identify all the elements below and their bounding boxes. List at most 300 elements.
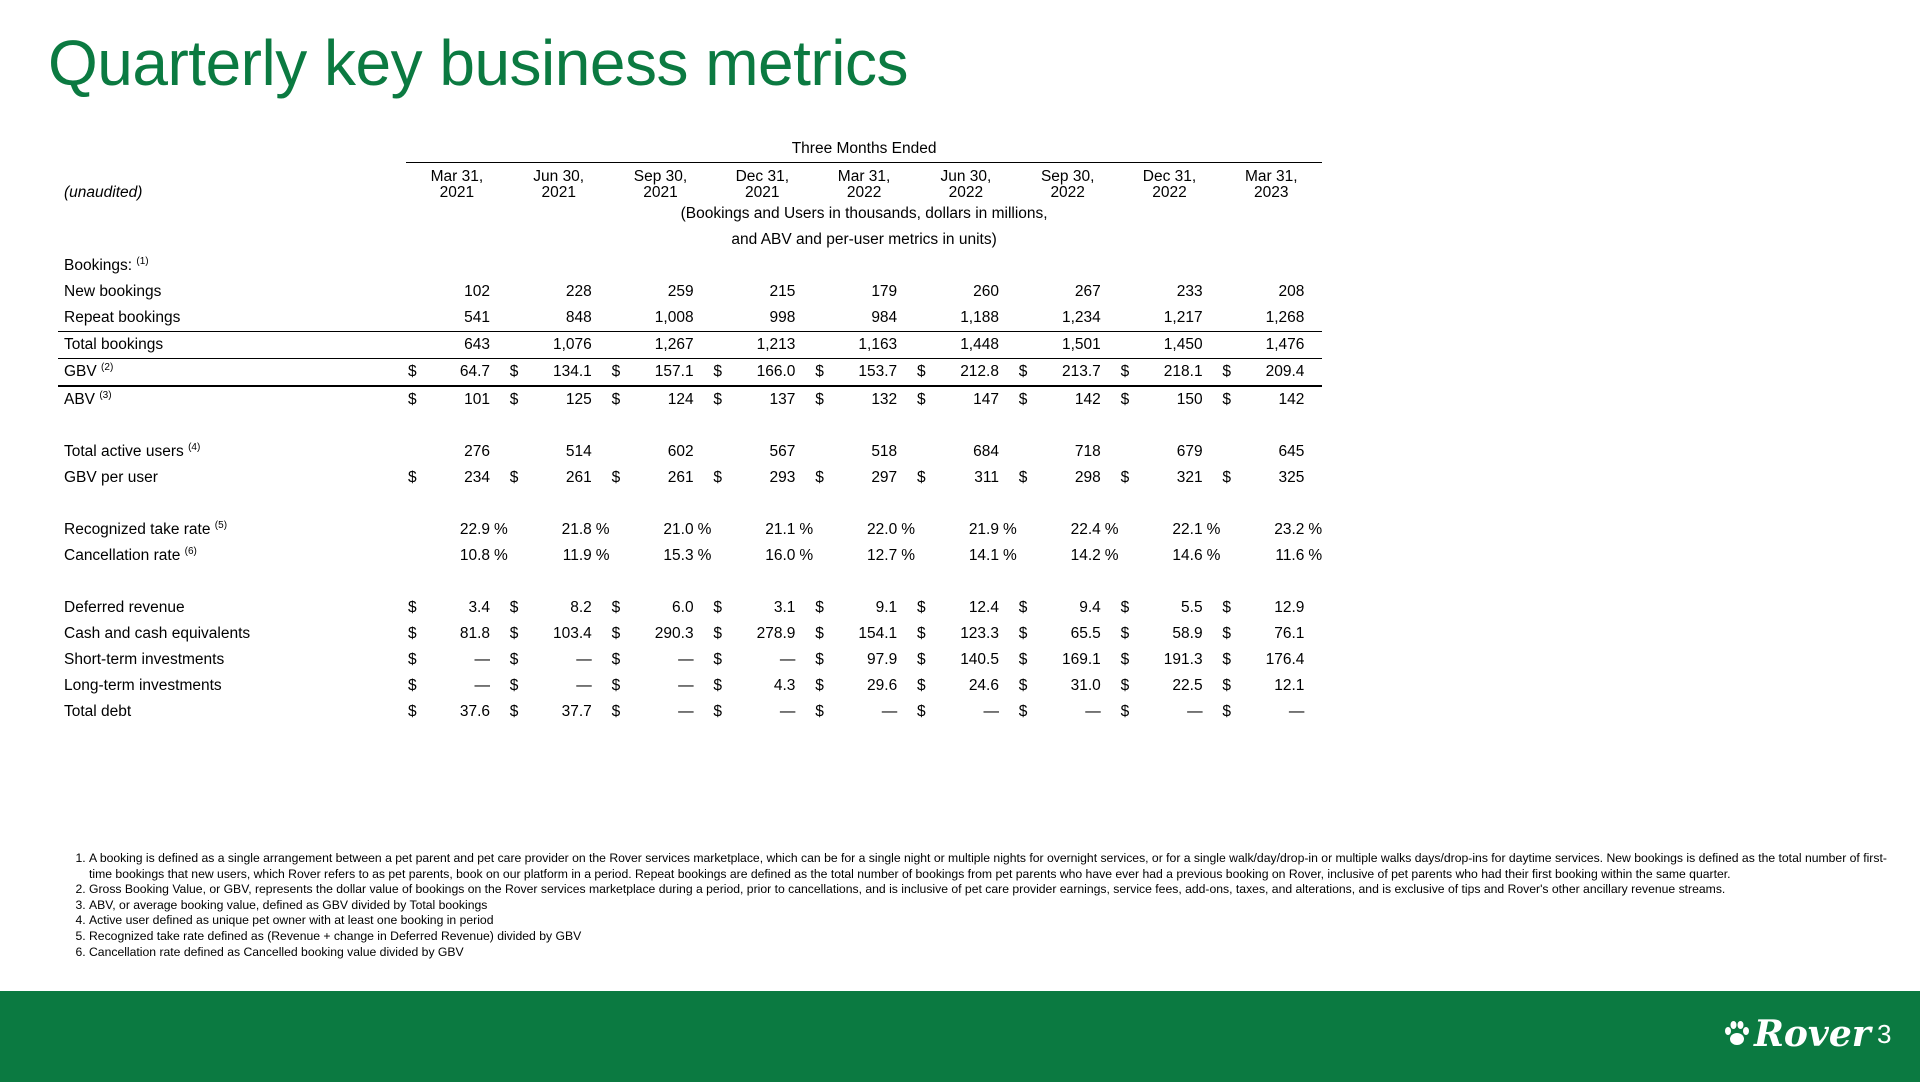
metric-value: — — [678, 676, 694, 694]
percent-symbol — [999, 673, 1017, 699]
currency-symbol: $ — [406, 358, 422, 386]
metric-value: 22.4 — [1070, 520, 1101, 538]
percent-symbol: % — [1308, 520, 1323, 538]
metric-value: 1,188 — [931, 305, 999, 332]
metric-value: 14.1 — [968, 546, 999, 564]
currency-symbol: $ — [1017, 358, 1033, 386]
currency-symbol — [1017, 439, 1033, 465]
currency-symbol: $ — [1220, 358, 1236, 386]
row-label — [58, 699, 406, 725]
metric-value: — — [779, 702, 796, 720]
currency-symbol: $ — [509, 390, 519, 408]
metric-value: 1,267 — [626, 331, 694, 358]
percent-symbol — [1304, 465, 1322, 491]
currency-symbol: $ — [1222, 650, 1231, 668]
currency-symbol: $ — [713, 390, 723, 408]
currency-symbol — [508, 305, 524, 332]
percent-symbol — [592, 305, 610, 332]
metric-value: 29.6 — [867, 676, 898, 694]
metric-row-gbv-per-user — [58, 465, 1322, 491]
percent-symbol: % — [595, 520, 610, 538]
percent-symbol — [490, 647, 508, 673]
logo-wordmark: Rover — [1754, 1013, 1871, 1055]
percent-symbol — [795, 647, 813, 673]
spacer-row — [58, 491, 1322, 517]
metric-value: 10.8 — [459, 546, 490, 564]
metric-value: 260 — [973, 282, 999, 300]
metric-value: 23.2 — [1274, 520, 1305, 538]
currency-symbol — [1017, 517, 1033, 543]
metric-value: 150 — [1176, 390, 1203, 408]
metric-value: 297 — [871, 468, 898, 486]
percent-symbol — [1101, 647, 1119, 673]
currency-symbol — [508, 279, 524, 305]
percent-symbol — [694, 621, 712, 647]
metric-value: 1,501 — [1033, 331, 1101, 358]
percent-symbol — [694, 595, 712, 621]
header-period-row — [58, 136, 1322, 162]
metric-value: 12.4 — [968, 598, 999, 616]
percent-symbol — [795, 699, 813, 725]
currency-symbol: $ — [916, 598, 926, 616]
footnote-ref: (6) — [184, 545, 197, 557]
units-note-row — [58, 227, 1322, 253]
metric-value: 518 — [871, 442, 898, 460]
row-label-text: Total bookings — [64, 335, 164, 353]
quarter-year: 2021 — [643, 183, 678, 201]
percent-symbol — [1203, 673, 1221, 699]
metric-value: 31.0 — [1070, 676, 1101, 694]
metric-value: — — [474, 650, 490, 668]
metric-value: 14.6 — [1172, 546, 1203, 564]
metric-value: 298 — [1074, 468, 1101, 486]
percent-symbol — [795, 621, 813, 647]
currency-symbol: $ — [1222, 468, 1231, 486]
percent-symbol — [694, 279, 712, 305]
metric-value: 153.7 — [829, 358, 897, 386]
footnote-ref: (1) — [136, 255, 149, 267]
row-label-text: Long-term investments — [64, 676, 222, 694]
percent-symbol — [694, 673, 712, 699]
percent-symbol — [490, 358, 508, 386]
metric-value: 684 — [973, 442, 999, 460]
percent-symbol — [592, 439, 610, 465]
metric-row-take-rate — [58, 517, 1322, 543]
metric-value: 267 — [1074, 282, 1101, 300]
percent-symbol — [1304, 673, 1322, 699]
metric-value: 169.1 — [1061, 650, 1101, 668]
percent-symbol — [490, 699, 508, 725]
currency-symbol: $ — [916, 390, 926, 408]
metric-value: 321 — [1176, 468, 1203, 486]
quarter-date: Jun 30, — [940, 167, 992, 185]
quarter-header — [1119, 162, 1221, 201]
bookings-header — [58, 253, 406, 279]
currency-symbol — [1220, 279, 1236, 305]
footnote-ref: (2) — [101, 361, 114, 373]
metric-value: — — [1288, 702, 1305, 720]
currency-symbol — [508, 439, 524, 465]
percent-symbol: % — [799, 546, 814, 564]
percent-symbol — [490, 621, 508, 647]
percent-symbol — [1101, 331, 1119, 358]
percent-symbol — [1304, 279, 1322, 305]
currency-symbol — [915, 439, 931, 465]
percent-symbol — [1203, 331, 1221, 358]
percent-symbol — [1203, 439, 1221, 465]
metric-row-cash — [58, 621, 1322, 647]
percent-symbol — [999, 358, 1017, 386]
quarter-year: 2023 — [1254, 183, 1289, 201]
currency-symbol: $ — [1120, 598, 1130, 616]
metric-value: 234 — [464, 468, 490, 486]
row-label — [58, 465, 406, 491]
currency-symbol: $ — [1018, 390, 1028, 408]
metric-value: 11.6 — [1275, 546, 1305, 564]
currency-symbol — [915, 543, 931, 569]
metric-row-new-bookings — [58, 279, 1322, 305]
percent-symbol: % — [1002, 520, 1017, 538]
currency-symbol: $ — [1018, 650, 1028, 668]
percent-symbol — [999, 699, 1017, 725]
metric-value: 984 — [829, 305, 897, 332]
percent-symbol — [694, 465, 712, 491]
currency-symbol — [711, 305, 727, 332]
row-label — [58, 386, 406, 413]
metric-value: 21.8 — [561, 520, 592, 538]
metric-value: 142 — [1074, 390, 1101, 408]
currency-symbol: $ — [509, 598, 519, 616]
currency-symbol — [508, 543, 524, 569]
currency-symbol: $ — [611, 468, 621, 486]
currency-symbol: $ — [611, 598, 621, 616]
currency-symbol — [406, 279, 422, 305]
currency-symbol — [1017, 543, 1033, 569]
currency-symbol: $ — [509, 624, 519, 642]
row-label-text: ABV — [64, 390, 96, 408]
page-number: 3 — [1877, 1019, 1892, 1049]
currency-symbol — [406, 439, 422, 465]
metric-value: 102 — [464, 282, 490, 300]
currency-symbol: $ — [611, 390, 621, 408]
footnote-item: 4. Active user defined as unique pet owner with at least one booking in period — [89, 913, 1899, 929]
percent-symbol — [999, 386, 1017, 413]
percent-symbol — [592, 621, 610, 647]
currency-symbol: $ — [713, 676, 723, 694]
metric-value: 602 — [667, 442, 694, 460]
percent-symbol — [897, 279, 915, 305]
percent-symbol — [897, 305, 915, 332]
currency-symbol: $ — [1120, 624, 1130, 642]
row-label — [58, 305, 406, 332]
currency-symbol — [1220, 517, 1236, 543]
percent-symbol — [999, 279, 1017, 305]
metric-value: 11.9 — [562, 546, 592, 564]
metric-value: 22.0 — [867, 520, 898, 538]
metric-value: — — [474, 676, 490, 694]
percent-symbol — [795, 331, 813, 358]
currency-symbol — [1119, 331, 1135, 358]
metric-value: 76.1 — [1274, 624, 1305, 642]
percent-symbol — [1101, 673, 1119, 699]
metric-value: 134.1 — [524, 358, 592, 386]
percent-symbol: % — [1308, 546, 1323, 564]
quarter-date: Jun 30, — [533, 167, 585, 185]
metric-value: 567 — [769, 442, 796, 460]
currency-symbol: $ — [713, 598, 723, 616]
metric-row-total-debt — [58, 699, 1322, 725]
metric-value: 514 — [565, 442, 592, 460]
currency-symbol: $ — [611, 650, 621, 668]
percent-symbol — [1101, 279, 1119, 305]
metric-value: 259 — [667, 282, 694, 300]
row-label — [58, 517, 406, 543]
metric-value: 1,076 — [524, 331, 592, 358]
metric-value: 37.6 — [459, 702, 490, 720]
percent-symbol — [897, 647, 915, 673]
metric-value: — — [576, 650, 592, 668]
percent-symbol — [795, 279, 813, 305]
row-label — [58, 621, 406, 647]
currency-symbol: $ — [1018, 624, 1028, 642]
spacer-cell — [58, 413, 1322, 439]
currency-symbol — [610, 439, 626, 465]
percent-symbol — [1203, 279, 1221, 305]
metric-value: 261 — [565, 468, 592, 486]
currency-symbol: $ — [713, 468, 723, 486]
currency-symbol: $ — [916, 650, 926, 668]
currency-symbol: $ — [916, 702, 926, 720]
metric-value: 132 — [871, 390, 898, 408]
percent-symbol: % — [697, 546, 712, 564]
units-note-row — [58, 201, 1322, 227]
percent-symbol — [999, 331, 1017, 358]
currency-symbol — [610, 279, 626, 305]
quarter-date: Mar 31, — [1244, 167, 1298, 185]
metric-value: 97.9 — [867, 650, 898, 668]
percent-symbol — [694, 331, 712, 358]
metric-value: 8.2 — [570, 598, 592, 616]
unaudited-label: (unaudited) — [64, 183, 143, 201]
currency-symbol: $ — [509, 702, 519, 720]
metric-value: 1,476 — [1236, 331, 1304, 358]
metric-value: 5.5 — [1181, 598, 1203, 616]
currency-symbol: $ — [1222, 624, 1231, 642]
metric-value: 176.4 — [1265, 650, 1305, 668]
currency-symbol — [1017, 305, 1033, 332]
footnote-item: 3. ABV, or average booking value, defined as GBV divided by Total bookings — [89, 898, 1899, 914]
spacer-cell — [58, 569, 1322, 595]
currency-symbol: $ — [611, 624, 621, 642]
footnotes — [76, 851, 1899, 960]
row-label — [58, 543, 406, 569]
percent-symbol — [592, 279, 610, 305]
currency-symbol: $ — [1018, 468, 1028, 486]
metric-row-long-term-investments — [58, 673, 1322, 699]
metric-value: 645 — [1278, 442, 1305, 460]
row-label-text: Recognized take rate — [64, 520, 211, 538]
percent-symbol — [592, 358, 610, 386]
percent-symbol — [1203, 621, 1221, 647]
currency-symbol: $ — [408, 598, 417, 616]
percent-symbol — [1101, 595, 1119, 621]
footnote-item: 2. Gross Booking Value, or GBV, represents the dollar value of bookings on the Rover services marketplace during a period, prior to cancellations, and is inclusive of pet care provider earnings, service fees, add-ons, taxes, and alterations, and is exclusive of tips and Rover's other ancillary revenue streams. — [89, 882, 1899, 898]
percent-symbol — [490, 279, 508, 305]
row-label-text: Deferred revenue — [64, 598, 185, 616]
percent-symbol — [1203, 647, 1221, 673]
currency-symbol — [1220, 543, 1236, 569]
metric-value: 140.5 — [960, 650, 999, 668]
currency-symbol — [813, 517, 829, 543]
percent-symbol — [795, 305, 813, 332]
period-header: Three Months Ended — [406, 136, 1322, 162]
currency-symbol: $ — [611, 676, 621, 694]
percent-symbol — [490, 305, 508, 332]
metric-value: 276 — [464, 442, 490, 460]
header-quarters-row — [58, 162, 1322, 201]
currency-symbol — [915, 517, 931, 543]
quarter-date: Mar 31, — [837, 167, 891, 185]
metric-value: 64.7 — [422, 358, 490, 386]
metric-value: 261 — [667, 468, 694, 486]
percent-symbol — [694, 699, 712, 725]
percent-symbol — [592, 465, 610, 491]
percent-symbol — [1101, 465, 1119, 491]
currency-symbol — [610, 305, 626, 332]
row-label — [58, 331, 406, 358]
metric-value: 209.4 — [1236, 358, 1304, 386]
percent-symbol — [694, 647, 712, 673]
percent-symbol — [1304, 595, 1322, 621]
percent-symbol: % — [697, 520, 712, 538]
currency-symbol — [406, 543, 422, 569]
percent-symbol — [1304, 386, 1322, 413]
currency-symbol: $ — [1120, 650, 1130, 668]
currency-symbol — [711, 543, 727, 569]
metric-value: 65.5 — [1070, 624, 1101, 642]
metric-value: 191.3 — [1163, 650, 1203, 668]
currency-symbol — [1119, 305, 1135, 332]
quarter-year: 2021 — [541, 183, 576, 201]
currency-symbol — [1119, 543, 1135, 569]
currency-symbol: $ — [813, 358, 829, 386]
currency-symbol: $ — [711, 358, 727, 386]
currency-symbol: $ — [815, 650, 824, 668]
percent-symbol — [592, 331, 610, 358]
metric-row-gbv — [58, 358, 1322, 386]
currency-symbol — [711, 279, 727, 305]
percent-symbol — [897, 595, 915, 621]
metric-value: 293 — [769, 468, 796, 486]
metric-value: 21.9 — [968, 520, 999, 538]
row-label-text: Short-term investments — [64, 650, 225, 668]
quarter-header — [915, 162, 1017, 201]
quarter-date: Mar 31, — [430, 167, 484, 185]
percent-symbol — [1304, 699, 1322, 725]
currency-symbol: $ — [1222, 702, 1231, 720]
currency-symbol: $ — [1018, 676, 1028, 694]
currency-symbol: $ — [508, 358, 524, 386]
currency-symbol: $ — [815, 676, 824, 694]
metric-value: 1,008 — [626, 305, 694, 332]
percent-symbol — [592, 647, 610, 673]
currency-symbol — [711, 517, 727, 543]
currency-symbol — [813, 543, 829, 569]
metric-value: 101 — [464, 390, 490, 408]
metric-value: 643 — [422, 331, 490, 358]
row-label-text: Total debt — [64, 702, 132, 720]
percent-symbol: % — [1104, 520, 1119, 538]
currency-symbol — [915, 305, 931, 332]
metric-value: 154.1 — [858, 624, 898, 642]
currency-symbol: $ — [1222, 598, 1231, 616]
currency-symbol: $ — [1018, 598, 1028, 616]
percent-symbol — [897, 358, 915, 386]
percent-symbol: % — [1104, 546, 1119, 564]
metric-value: 147 — [973, 390, 999, 408]
currency-symbol — [915, 331, 931, 358]
percent-symbol — [490, 386, 508, 413]
currency-symbol: $ — [408, 624, 417, 642]
percent-symbol — [1304, 621, 1322, 647]
metric-value: 1,234 — [1033, 305, 1101, 332]
metric-value: 4.3 — [773, 676, 796, 694]
percent-symbol — [1304, 305, 1322, 332]
footnote-item: 5. Recognized take rate defined as (Revenue + change in Deferred Revenue) divided by GBV — [89, 929, 1899, 945]
quarter-year: 2021 — [439, 183, 475, 201]
metric-value: 228 — [565, 282, 592, 300]
currency-symbol: $ — [1018, 702, 1028, 720]
metric-row-total-active-users — [58, 439, 1322, 465]
units-note: (Bookings and Users in thousands, dollars in millions, — [680, 204, 1048, 222]
percent-symbol — [897, 673, 915, 699]
percent-symbol: % — [1206, 546, 1221, 564]
currency-symbol — [813, 439, 829, 465]
percent-symbol — [1203, 358, 1221, 386]
percent-symbol — [1101, 439, 1119, 465]
percent-symbol — [490, 465, 508, 491]
units-note: and ABV and per-user metrics in units) — [731, 230, 997, 248]
percent-symbol — [592, 699, 610, 725]
currency-symbol: $ — [611, 702, 621, 720]
metric-value: 3.1 — [773, 598, 796, 616]
currency-symbol — [711, 331, 727, 358]
footnote-ref: (4) — [188, 441, 201, 453]
percent-symbol — [1203, 465, 1221, 491]
percent-symbol — [999, 647, 1017, 673]
row-label-text: New bookings — [64, 282, 162, 300]
row-label-text: GBV — [64, 362, 97, 380]
row-label — [58, 595, 406, 621]
metric-value: 22.5 — [1172, 676, 1203, 694]
percent-symbol — [999, 439, 1017, 465]
currency-symbol: $ — [915, 358, 931, 386]
quarter-header — [610, 162, 712, 201]
blank — [406, 253, 1322, 279]
metric-value: 290.3 — [654, 624, 694, 642]
currency-symbol — [1017, 331, 1033, 358]
metric-value: 22.9 — [459, 520, 490, 538]
percent-symbol: % — [799, 520, 814, 538]
quarter-date: Sep 30, — [1040, 167, 1095, 185]
currency-symbol: $ — [815, 390, 824, 408]
metric-value: 541 — [422, 305, 490, 332]
currency-symbol — [1119, 517, 1135, 543]
quarter-header — [406, 162, 508, 201]
quarter-year: 2022 — [846, 183, 882, 201]
row-label-text: Cancellation rate — [64, 546, 181, 564]
percent-symbol — [592, 673, 610, 699]
